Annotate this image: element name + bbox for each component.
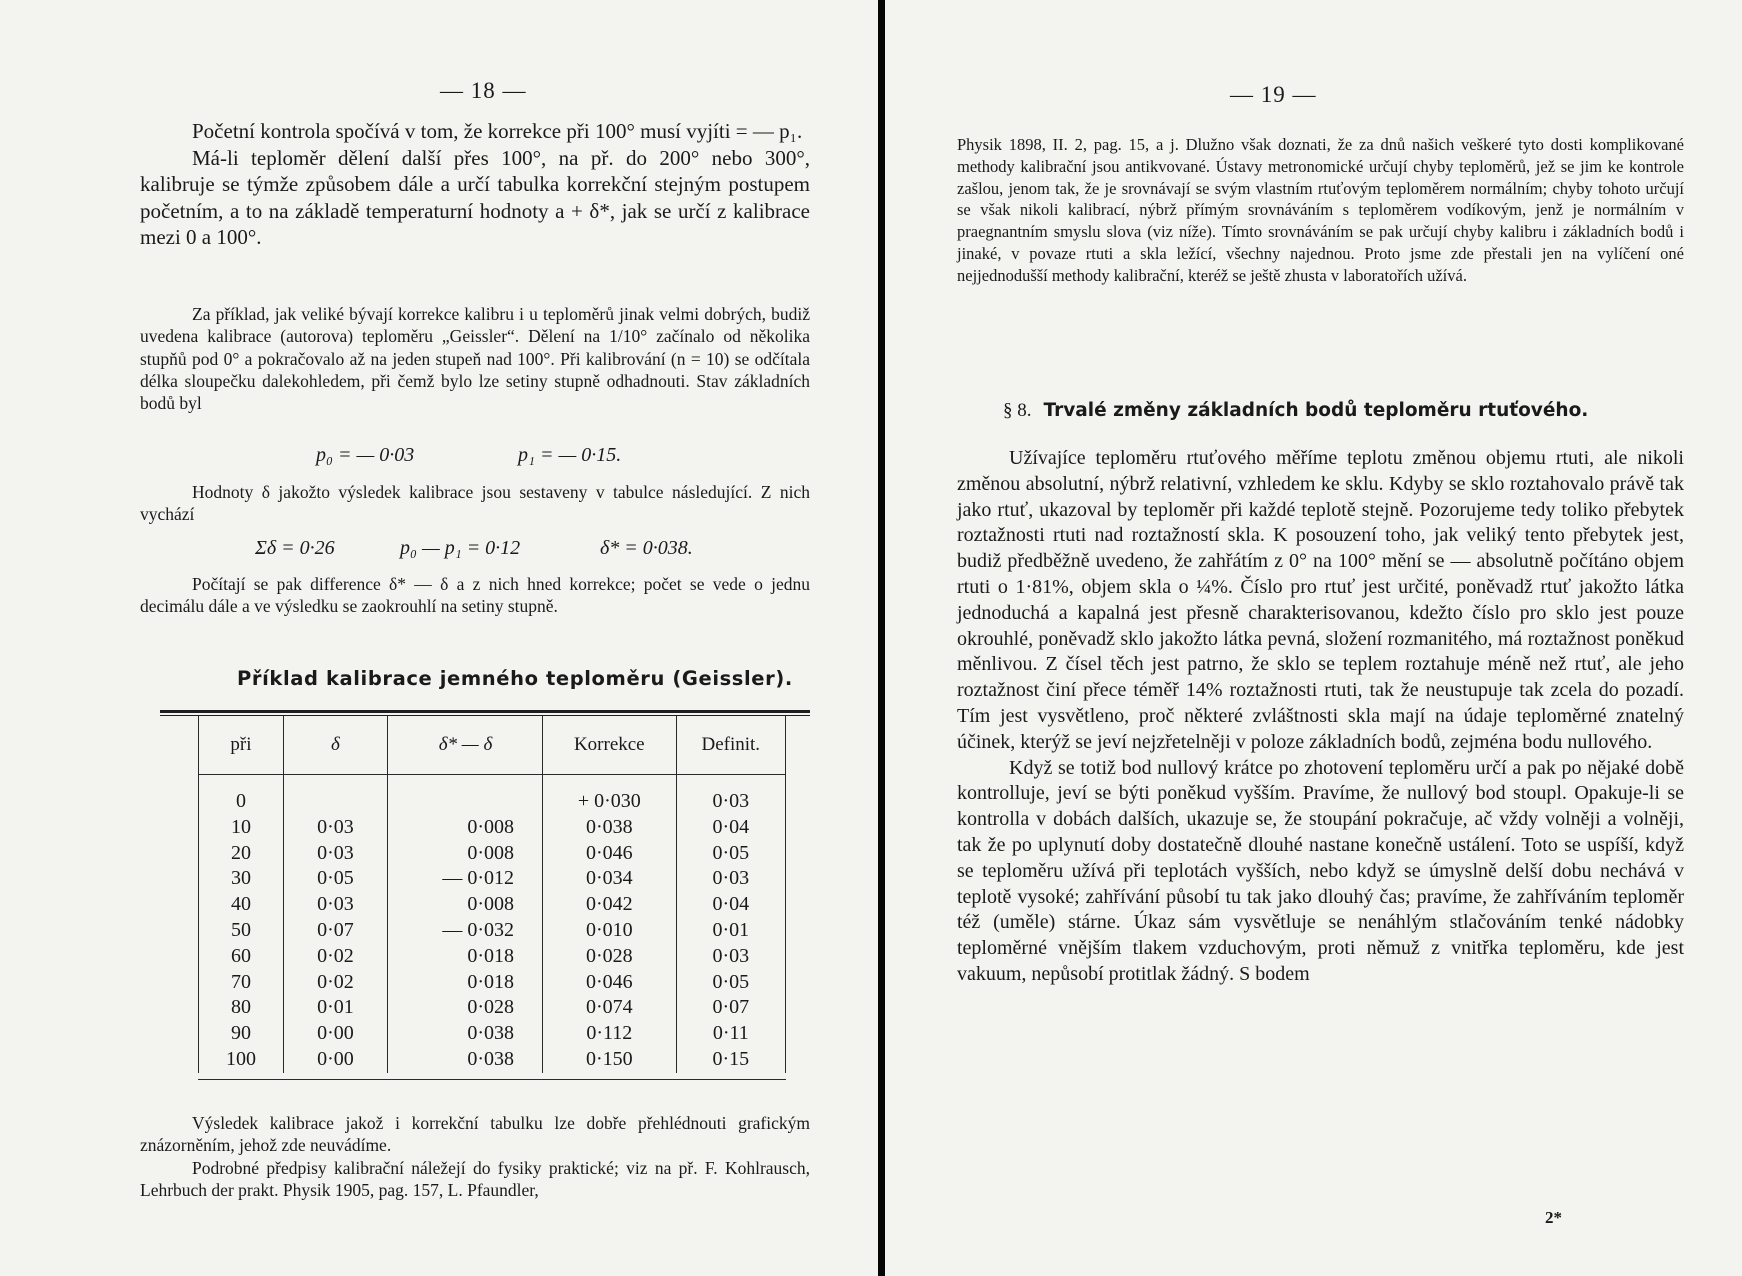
right-page (885, 0, 1742, 1276)
cell-pri: 80 (199, 995, 284, 1021)
cell-korrekce: + 0·030 (543, 789, 677, 815)
cell-korrekce: 0·150 (543, 1047, 677, 1073)
header-korrekce: Korrekce (543, 716, 677, 775)
formula-sum: Σδ = 0·26 (255, 537, 335, 559)
table-bottom-rule (198, 1079, 786, 1080)
formula-delta-star: δ* = 0·038. (600, 537, 693, 559)
cell-delta: 0·00 (283, 1047, 387, 1073)
cell-korrekce: 0·042 (543, 892, 677, 918)
page-number-right: — 19 — (1230, 82, 1317, 107)
table-row (199, 789, 786, 815)
cell-definit: 0·11 (676, 1021, 785, 1047)
table-row (199, 841, 786, 867)
calibration-grid (198, 716, 786, 1073)
cell-definit: 0·03 (676, 944, 785, 970)
cell-delta-star: 0·008 (387, 892, 542, 918)
header-definit: Definit. (676, 716, 785, 775)
cell-delta: 0·02 (283, 944, 387, 970)
cell-delta-star: — 0·032 (387, 918, 542, 944)
paragraph-example (140, 303, 810, 414)
cell-delta-star: 0·038 (387, 1047, 542, 1073)
cell-delta-star (387, 789, 542, 815)
paragraph-example-text: Za příklad, jak veliké bývají korrekce kalibru i u teploměrů jinak velmi dobrých, budiž uvedena kalibrace (autorova) teploměru „Geissler“. Dělení na 1/10° začínalo od několika stupňů pod 0° a pokračovalo až na jeden stupeň nad 100°. Při kalibrování (n = 10) se odčítala délka sloupečku dalekohledem, při čemž bylo lze setiny stupně odhadnouti. Stav základních bodů byl (140, 304, 810, 414)
cell-korrekce: 0·038 (543, 815, 677, 841)
cell-korrekce: 0·074 (543, 995, 677, 1021)
main-text-left (140, 118, 810, 251)
table-row (199, 918, 786, 944)
paragraph-values (140, 481, 810, 526)
table-row (199, 1021, 786, 1047)
cell-delta: 0·05 (283, 866, 387, 892)
table-header-row (199, 716, 786, 775)
section-number: § 8. (1003, 400, 1032, 421)
paragraph-division: Má-li teploměr dělení další přes 100°, na př. do 200° nebo 300°, kalibruje se týmže způsobem dále a určí tabulka korrekční stejným postupem početním, a to na základě temperaturní hodnoty a + δ*, jak se určí z kalibrace mezi 0 a 100°. (140, 145, 810, 249)
section-heading (1003, 400, 1588, 422)
paragraph-values-text: Hodnoty δ jakožto výsledek kalibrace jsou sestaveny v tabulce následující. Z nich vychází (140, 482, 810, 525)
cell-korrekce: 0·034 (543, 866, 677, 892)
cell-delta-star: 0·038 (387, 1021, 542, 1047)
cell-pri: 100 (199, 1047, 284, 1073)
cell-delta-star: 0·028 (387, 995, 542, 1021)
cell-korrekce: 0·010 (543, 918, 677, 944)
cell-definit: 0·01 (676, 918, 785, 944)
paragraph-expansion: Užívajíce teploměru rtuťového měříme teplotu změnou objemu rtuti, ale nikoli změnou absolutní, nýbrž relativní, vzhledem ke sklu. Kdyby se sklo roztahovalo právě tak jako rtuť, ukazoval by teploměr při každé teplotě stejně. Pozorujeme tedy toliko přebytek roztažnosti rtuti nad roztažností skla. K posouzení toho, jak veliký tento přebytek jest, budiž předběžně uvedeno, že zahřátím z 0° na 100° mění se — absolutně počítáno objem rtuti o 1·81%, objem skla o ¼%. Číslo pro rtuť jest určité, poněvadž rtuť jakožto látka jednoduchá a kapalná jest přesně charakterisovanou, kdežto číslo pro sklo jest pouze okrouhlé, poněvadž sklo jakožto látka pevná, složení rozmanitého, má roztažnost poněkud měnlivou. Z čísel těch jest patrno, že sklo se teplem roztahuje méně než rtuť, ale jeho roztažnost činí přece téměř 14% roztažnosti rtuti, tak že neustupuje tak zcela do pozadí. Tím jest vysvětleno, proč některé zvláštnosti skla mají na údaje teploměrné znatelný účinek, kterýž se jeví nejzřetelněji v poloze základních bodů, zejména bodu nullového. (957, 447, 1684, 753)
header-pri: při (199, 716, 284, 775)
cell-definit: 0·03 (676, 789, 785, 815)
table-row (199, 866, 786, 892)
table-spacer-row (199, 775, 786, 790)
cell-definit: 0·04 (676, 892, 785, 918)
table-row (199, 892, 786, 918)
cell-pri: 70 (199, 970, 284, 996)
paragraph-top-right-text: Physik 1898, II. 2, pag. 15, a j. Dlužno však doznati, že za dnů našich veškeré tyto dosti komplikované methody kalibrační jsou antikvované. Ústavy metronomické určují chyby teploměrů, jež se jim ke kontrole zašlou, jenom tak, že je srovnávají se svým vlastním rtuťovým teploměrem normálním; chyby tohoto určují se však nikoli kalibrací, nýbrž přímým srovnáváním s teploměrem vodíkovým, jenž je normálním v praegnantním smyslu slova (viz níže). Tímto srovnáváním se pak určují chyby kalibru i základních bodů i jinaké, v povaze rtuti a skla ležící, všechny najednou. Proto jsme zde přestali jen na vylíčení oné nejjednodušší methody kalibrační, kteréž se ještě zhusta v laboratořích užívá. (957, 135, 1684, 285)
cell-pri: 40 (199, 892, 284, 918)
section-title: Trvalé změny základních bodů teploměru rtuťového. (1043, 400, 1589, 421)
formula-p0: p₀ = — 0·03 (316, 444, 415, 466)
paragraph-compute-text: Počítají se pak difference δ* — δ a z nich hned korrekce; počet se vede o jednu decimálu dále a ve výsledku se zaokrouhlí na setiny stupně. (140, 574, 810, 617)
cell-pri: 50 (199, 918, 284, 944)
cell-pri: 90 (199, 1021, 284, 1047)
cell-definit: 0·03 (676, 866, 785, 892)
paragraph-result (140, 1112, 810, 1201)
cell-korrekce: 0·028 (543, 944, 677, 970)
cell-delta: 0·03 (283, 841, 387, 867)
cell-delta: 0·03 (283, 815, 387, 841)
cell-delta: 0·00 (283, 1021, 387, 1047)
cell-korrekce: 0·112 (543, 1021, 677, 1047)
cell-delta-star: 0·018 (387, 970, 542, 996)
cell-definit: 0·04 (676, 815, 785, 841)
cell-delta-star: — 0·012 (387, 866, 542, 892)
table-top-rule (160, 710, 810, 713)
table-title: Příklad kalibrace jemného teploměru (Geissler). (237, 667, 793, 690)
paragraph-zero-point: Když se totiž bod nullový krátce po zhotovení teploměru určí a pak po nějaké době kontrolluje, jeví se býti poněkud vyšším. Pravíme, že nullový bod stoupl. Opakuje-li se kontrolla v dobách dalších, ukazuje se, že stoupání pokračuje, ač vždy volněji a volněji, tak že po uplynutí doby dostatečně dlouhé nastane konečně ustálení. Toto se uspíší, když se teploměru užívá při teplotách vyšších, nebo když se úmyslně delší dobu nechává v teplotě vysoké; zahřívání působí tu tak jako dlouhý čas; pravíme, že zahříváním teploměr též (uměle) stárne. Úkaz sám vysvětluje se nenáhlým stlačováním tenké nádobky teploměrné vnějším tlakem vzduchovým, proti němuž z vnitřka teploměru, kde jest vakuum, nepůsobí protitlak žádný. S bodem (957, 756, 1684, 985)
paragraph-result-text: Výsledek kalibrace jakož i korrekční tabulku lze dobře přehlédnouti grafickým znázorněním, jehož zde neuvádíme. (140, 1113, 810, 1156)
cell-pri: 0 (199, 789, 284, 815)
cell-pri: 20 (199, 841, 284, 867)
table-row (199, 815, 786, 841)
cell-definit: 0·05 (676, 841, 785, 867)
header-delta-star: δ* — δ (387, 716, 542, 775)
cell-definit: 0·15 (676, 1047, 785, 1073)
header-delta: δ (283, 716, 387, 775)
table-body (199, 775, 786, 1073)
table-row (199, 1047, 786, 1073)
cell-delta: 0·02 (283, 970, 387, 996)
paragraph-control: Početní kontrola spočívá v tom, že korrekce při 100° musí vyjíti = — p₁. (192, 119, 803, 143)
cell-delta: 0·01 (283, 995, 387, 1021)
table-row (199, 995, 786, 1021)
cell-korrekce: 0·046 (543, 970, 677, 996)
cell-pri: 30 (199, 866, 284, 892)
cell-pri: 60 (199, 944, 284, 970)
formula-diff: p₀ — p₁ = 0·12 (400, 537, 521, 559)
cell-definit: 0·07 (676, 995, 785, 1021)
cell-delta: 0·07 (283, 918, 387, 944)
signature-mark: 2* (1545, 1208, 1562, 1227)
cell-delta (283, 789, 387, 815)
cell-definit: 0·05 (676, 970, 785, 996)
main-text-right (957, 446, 1684, 988)
paragraph-compute (140, 573, 810, 618)
table-row (199, 970, 786, 996)
table-row (199, 944, 786, 970)
cell-pri: 10 (199, 815, 284, 841)
formula-p1: p₁ = — 0·15. (518, 444, 622, 466)
cell-delta-star: 0·008 (387, 815, 542, 841)
cell-korrekce: 0·046 (543, 841, 677, 867)
calibration-table (160, 710, 810, 1080)
page-number-left: — 18 — (440, 78, 527, 103)
paragraph-top-right (957, 134, 1684, 287)
cell-delta: 0·03 (283, 892, 387, 918)
cell-delta-star: 0·008 (387, 841, 542, 867)
paragraph-footnote-text: Podrobné předpisy kalibrační náležejí do fysiky praktické; viz na př. F. Kohlrausch, Lehrbuch der prakt. Physik 1905, pag. 157, L. Pfaundler, (140, 1157, 810, 1200)
cell-delta-star: 0·018 (387, 944, 542, 970)
